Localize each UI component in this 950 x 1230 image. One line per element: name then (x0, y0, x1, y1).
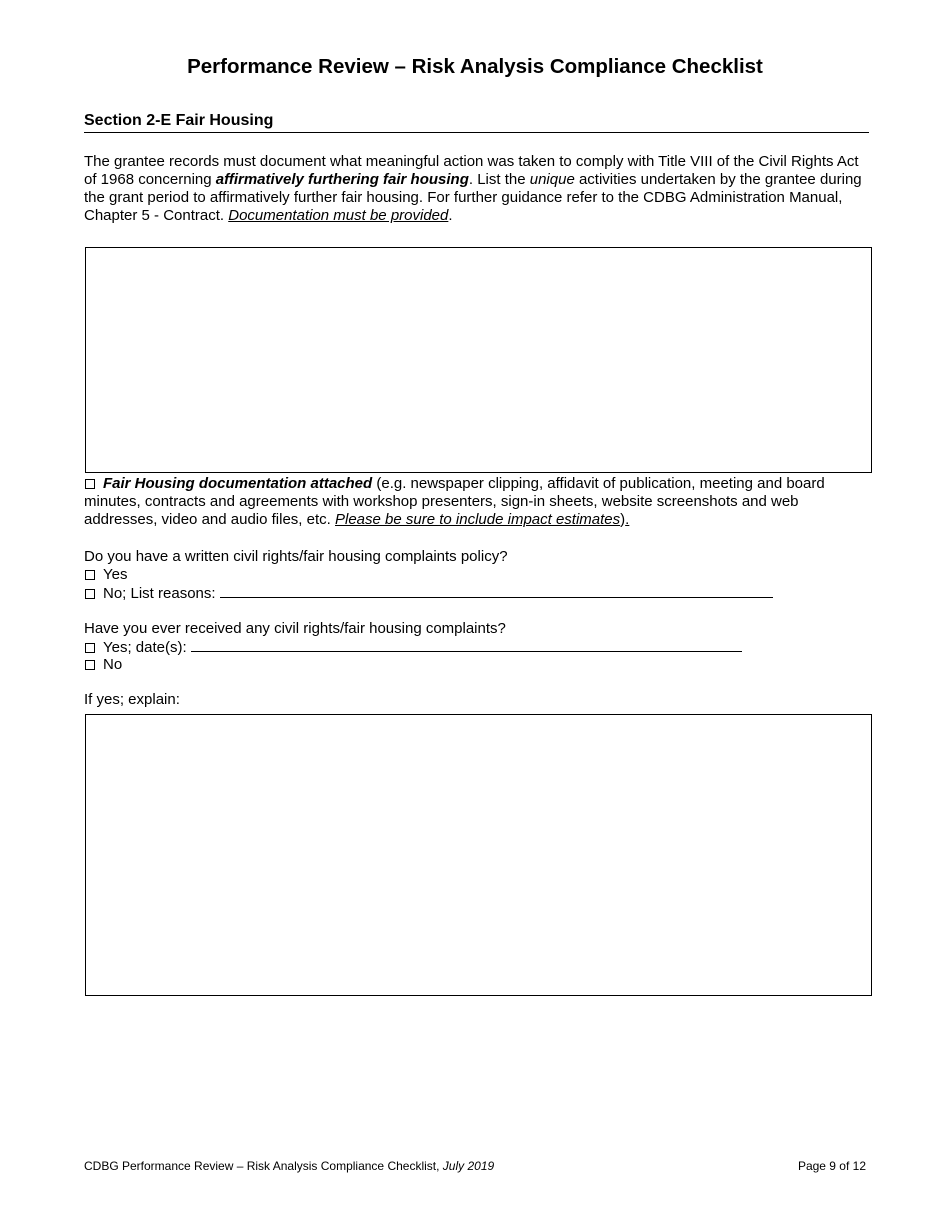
footer-date: July 2019 (442, 1159, 495, 1173)
intro-emphasis: affirmatively furthering fair housing (215, 171, 469, 188)
attachment-closing-paren: ) (620, 511, 626, 528)
policy-yes-label: Yes (103, 566, 128, 583)
complaints-no-checkbox[interactable] (85, 660, 95, 670)
complaints-no-option (84, 656, 122, 674)
policy-no-label: No; List reasons: (103, 585, 220, 602)
footer-title: CDBG Performance Review – Risk Analysis Compliance Checklist, (84, 1159, 443, 1173)
section-intro (84, 153, 870, 225)
question-policy: Do you have a written civil rights/fair housing complaints policy? (84, 548, 508, 565)
policy-yes-option (84, 566, 127, 584)
intro-text-1: The grantee records must document what meaningful action was taken to comply with Title VIII of the Civil Rights Act of 1968 concerning (84, 153, 859, 188)
complaints-yes-checkbox[interactable] (85, 643, 95, 653)
explain-text-box[interactable] (85, 714, 872, 996)
section-heading: Section 2-E Fair Housing (84, 112, 869, 133)
policy-reasons-blank[interactable] (220, 584, 773, 598)
complaints-yes-label: Yes; date(s): (103, 639, 191, 656)
complaints-dates-blank[interactable] (191, 638, 742, 652)
complaints-yes-option (84, 638, 742, 657)
attachment-closing-period: . (625, 511, 630, 528)
policy-no-checkbox[interactable] (85, 589, 95, 599)
attachment-label: Fair Housing documentation attached (103, 475, 373, 492)
policy-yes-checkbox[interactable] (85, 570, 95, 580)
question-complaints: Have you ever received any civil rights/fair housing complaints? (84, 620, 506, 637)
policy-no-option (84, 584, 773, 603)
intro-text-3: activities undertaken by the grantee during the grant period to affirmatively further fair housing. For further guidance refer to the CDBG Administration Manual, Chapter 5 - Contract. (84, 171, 862, 224)
activities-text-box[interactable] (85, 247, 872, 473)
attachment-checkbox[interactable] (85, 479, 95, 489)
impact-estimates-note: Please be sure to include impact estimates (335, 511, 621, 528)
intro-text-2: . List the (468, 171, 530, 188)
footer-page-number: Page 9 of 12 (797, 1159, 866, 1173)
attachment-detail: (e.g. newspaper clipping, affidavit of publication, meeting and board minutes, contracts and agreements with workshop presenters, sign-in sheets, website screenshots and web addresses, video and audio files, etc. (84, 475, 825, 528)
attachment-paragraph (84, 475, 870, 529)
complaints-no-label: No (103, 656, 123, 673)
intro-unique: unique (529, 171, 575, 188)
footer-document-name (84, 1159, 494, 1173)
explain-label: If yes; explain: (84, 691, 180, 708)
intro-text-4: . (448, 207, 453, 224)
page-title: Performance Review – Risk Analysis Compliance Checklist (187, 55, 763, 78)
documentation-required-note: Documentation must be provided (228, 207, 449, 224)
